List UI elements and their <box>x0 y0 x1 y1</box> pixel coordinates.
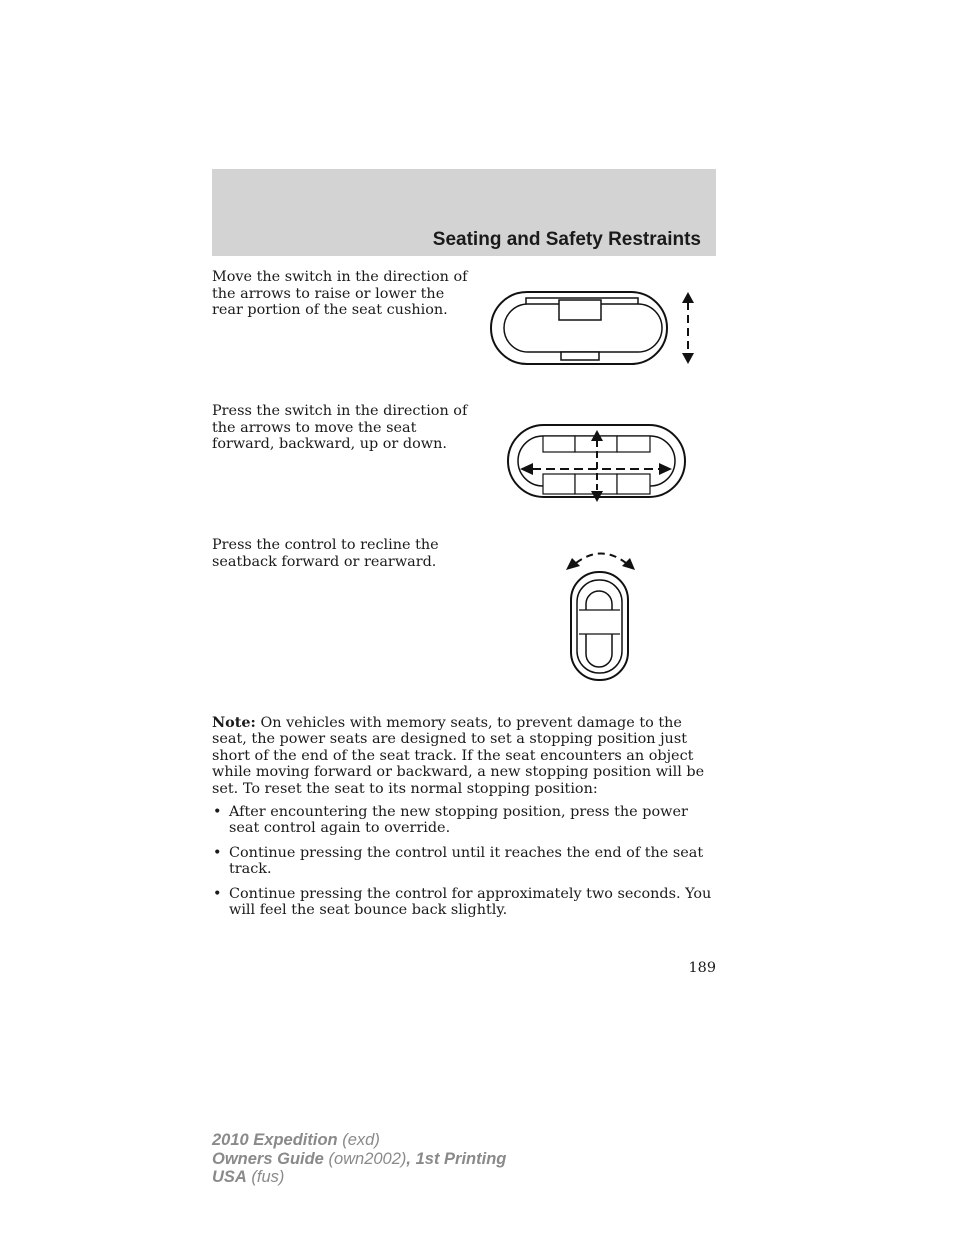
section-title: Seating and Safety Restraints <box>432 229 701 250</box>
section-header-band <box>212 169 716 256</box>
instruction-recline-seatback: Press the control to recline the seatback forward or rearward. <box>212 537 439 570</box>
seat-position-switch-illustration <box>505 420 690 505</box>
instruction-raise-rear-cushion: Move the switch in the direction of the arrows to raise or lower the rear portion of the seat cushion. <box>212 269 468 319</box>
footer-line-market: USA (fus) <box>212 1168 285 1186</box>
recline-control-illustration <box>562 550 640 682</box>
document-footer <box>212 1131 506 1187</box>
bullet-icon: • <box>213 804 222 820</box>
bullet-icon: • <box>213 885 222 902</box>
memory-seat-note <box>212 715 712 797</box>
reset-steps-list <box>212 804 716 926</box>
note-label: Note: <box>212 714 256 731</box>
list-item: • Continue pressing the control for approximately two seconds. You will feel the seat bounce back slightly. <box>213 885 712 919</box>
footer-line-guide: Owners Guide (own2002), 1st Printing <box>212 1149 507 1168</box>
instruction-move-seat: Press the switch in the direction of the arrows to move the seat forward, backward, up or down. <box>212 403 468 453</box>
rear-cushion-switch-illustration <box>488 288 698 368</box>
list-item: • After encountering the new stopping position, press the power seat control again to override. <box>213 804 688 837</box>
footer-line-model: 2010 Expedition (exd) <box>212 1131 380 1149</box>
page-number: 189 <box>688 960 716 976</box>
bullet-icon: • <box>213 844 222 861</box>
note-text: On vehicles with memory seats, to prevent damage to the seat, the power seats are designed to set a stopping position just short of the end of the seat track. If the seat encounters an object while moving forward or backward, a new stopping position will be set. To reset the seat to its normal stopping position: <box>212 715 705 797</box>
list-item: • Continue pressing the control until it reaches the end of the seat track. <box>213 844 704 878</box>
